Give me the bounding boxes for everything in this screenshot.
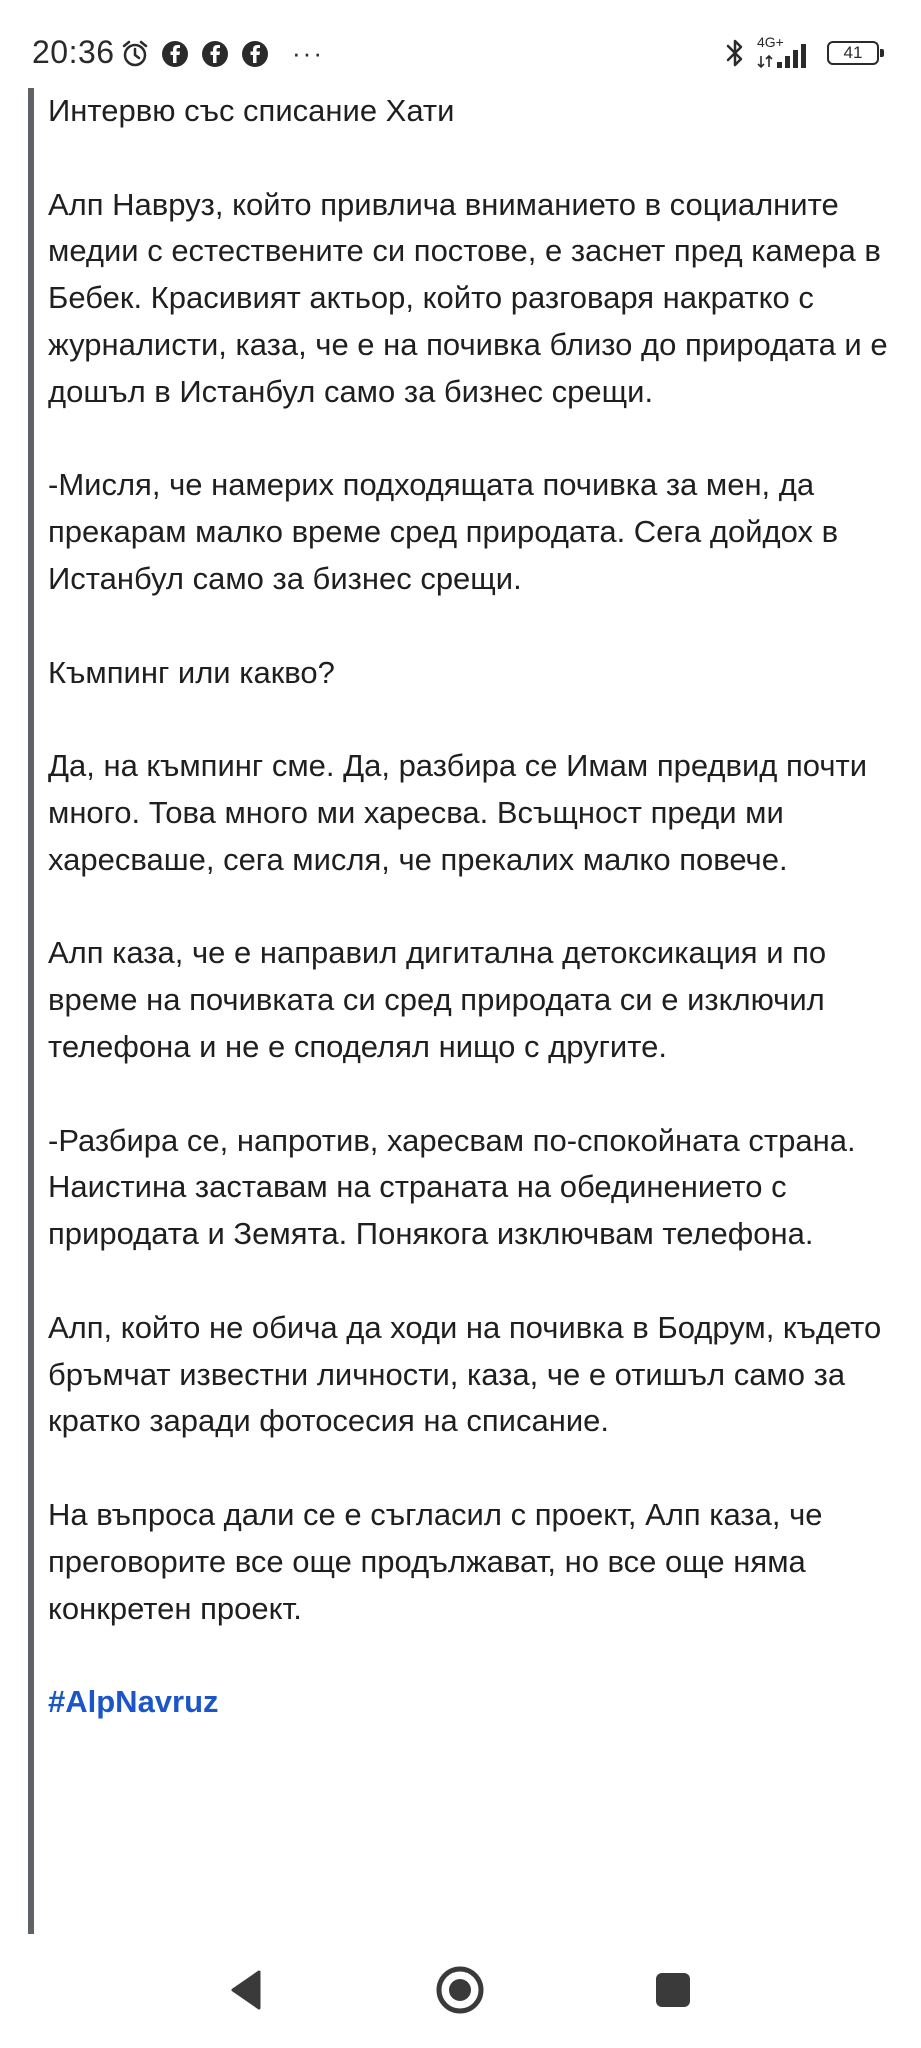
alarm-icon (120, 39, 150, 69)
network-type-label: 4G+ (757, 34, 784, 50)
home-button[interactable] (428, 1958, 492, 2022)
home-icon (434, 1964, 486, 2016)
article-text (0, 88, 921, 1934)
article-paragraph: -Мисля, че намерих подходящата почивка за мен, да прекарам малко време сред природата. Сега дойдох в Истанбул само за бизнес срещи. (48, 467, 839, 596)
facebook-icon (160, 39, 190, 69)
back-icon (227, 1968, 267, 2012)
status-bar (0, 0, 921, 96)
facebook-icon (240, 39, 270, 69)
notification-icons (120, 38, 324, 69)
system-icons (725, 36, 879, 70)
article-paragraph: Алп каза, че е направил дигитална детоксикация и по време на почивката си сред природата си е изключил телефона и не е споделял нищо с другите. (48, 935, 827, 1064)
signal-icon (757, 36, 815, 70)
article-paragraph: На въпроса дали се е съгласил с проект, Алп каза, че преговорите все още продължават, но все още няма конкретен проект. (48, 1496, 823, 1626)
more-notifications-icon: ··· (292, 38, 324, 68)
navigation-bar (0, 1934, 921, 2048)
article-paragraph: Къмпинг или какво? (48, 654, 335, 690)
article-title: Интервю със списание Хати (48, 93, 455, 128)
article-paragraph: Алп Навруз, който привлича вниманието в социалните медии с естествените си постове, е заснет пред камера в Бебек. Красивият актьор, който разговаря накратко с журналисти, каза, че е на почивка близо до природата и е дошъл в Истанбул само за бизнес срещи. (48, 186, 888, 409)
bluetooth-icon (725, 37, 745, 69)
article-paragraph: Алп, който не обича да ходи на почивка в Бодрум, където бръмчат известни личности, каза, че е отишъл само за кратко заради фотосесия на списание. (48, 1309, 882, 1439)
hashtag-link[interactable]: #AlpNavruz (48, 1684, 219, 1720)
back-button[interactable] (215, 1958, 279, 2022)
recents-button[interactable] (641, 1958, 705, 2022)
article-paragraph: -Разбира се, напротив, харесвам по-спокойната страна. Наистина заставам на страната на обединението с природата и Земята. Понякога изключвам телефона. (48, 1122, 856, 1252)
quote-bar (28, 88, 34, 1934)
battery-icon: 41 (827, 41, 879, 65)
recents-icon (653, 1970, 693, 2010)
facebook-icon (200, 39, 230, 69)
status-time: 20:36 (32, 34, 115, 70)
article-body (48, 88, 898, 1773)
article-paragraph: Да, на къмпинг сме. Да, разбира се Имам предвид почти много. Това много ми харесва. Всъщност преди ми харесваше, сега мисля, че прекалих малко повече. (48, 748, 868, 877)
